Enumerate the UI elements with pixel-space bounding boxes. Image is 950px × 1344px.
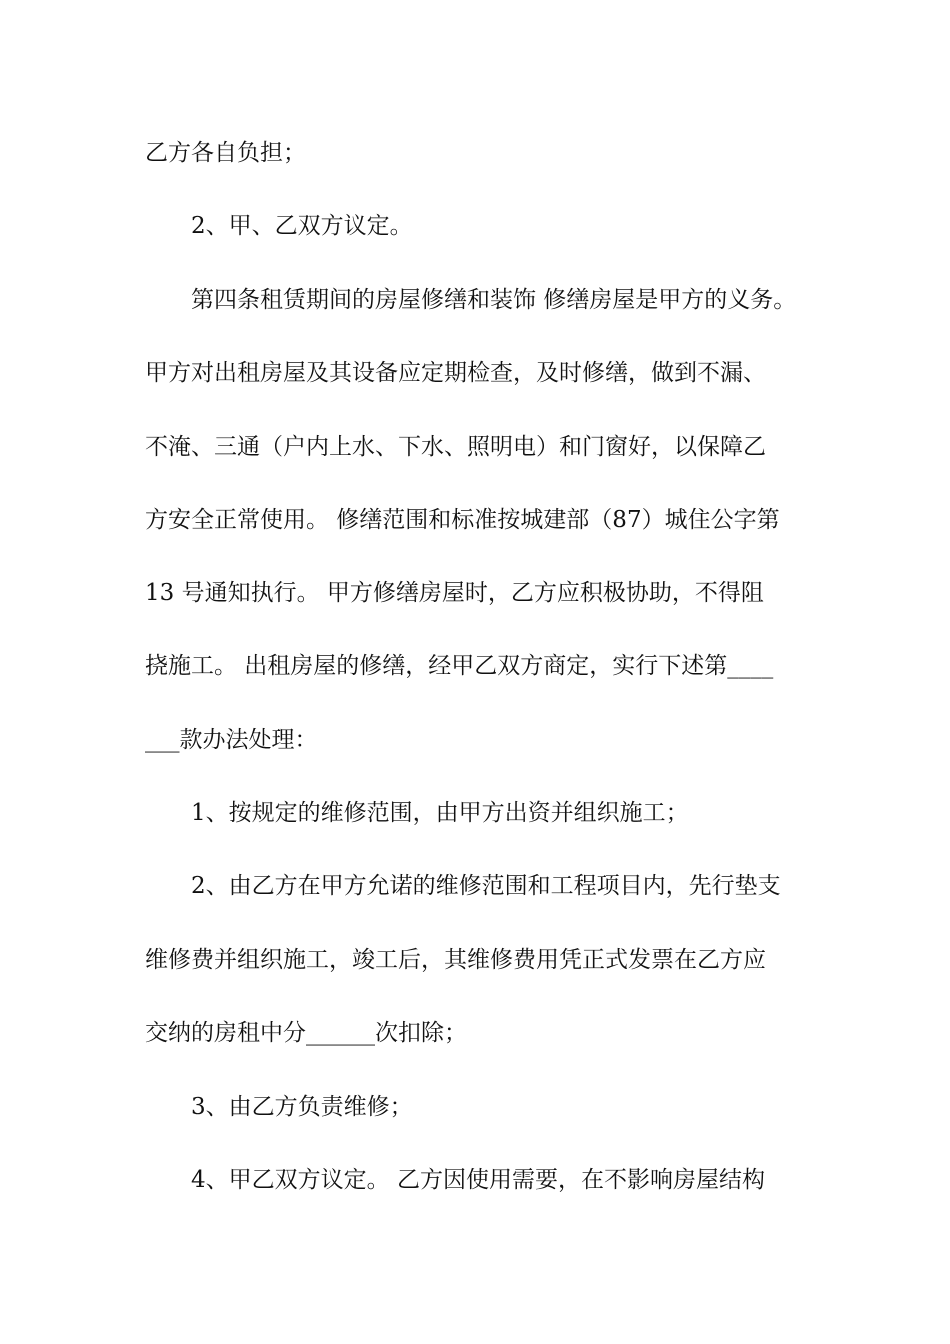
paragraph-line: 维修费并组织施工，竣工后，其维修费用凭正式发票在乙方应	[145, 947, 766, 973]
paragraph-line: 乙方各自负担；	[145, 140, 306, 166]
paragraph-line: 不淹、三通（户内上水、下水、照明电）和门窗好，以保障乙	[145, 434, 766, 460]
paragraph-line: 2、由乙方在甲方允诺的维修范围和工程项目内，先行垫支	[191, 873, 781, 899]
paragraph-line: 挠施工。 出租房屋的修缮，经甲乙双方商定，实行下述第____	[145, 653, 774, 679]
paragraph-line: 2、甲、乙双方议定。	[191, 213, 413, 239]
paragraph-line: 4、甲乙双方议定。 乙方因使用需要，在不影响房屋结构	[191, 1167, 765, 1193]
paragraph-line: 方安全正常使用。 修缮范围和标准按城建部（87）城住公字第	[145, 507, 780, 533]
paragraph-line: 1、按规定的维修范围，由甲方出资并组织施工；	[191, 800, 689, 826]
paragraph-line: 甲方对出租房屋及其设备应定期检查，及时修缮，做到不漏、	[145, 360, 766, 386]
paragraph-line: 交纳的房租中分______次扣除；	[145, 1020, 467, 1046]
paragraph-line: ___款办法处理：	[145, 727, 318, 753]
paragraph-line: 13 号通知执行。 甲方修缮房屋时，乙方应积极协助，不得阻	[145, 580, 764, 606]
paragraph-line: 第四条租赁期间的房屋修缮和装饰 修缮房屋是甲方的义务。	[191, 287, 797, 313]
paragraph-line: 3、由乙方负责维修；	[191, 1094, 413, 1120]
